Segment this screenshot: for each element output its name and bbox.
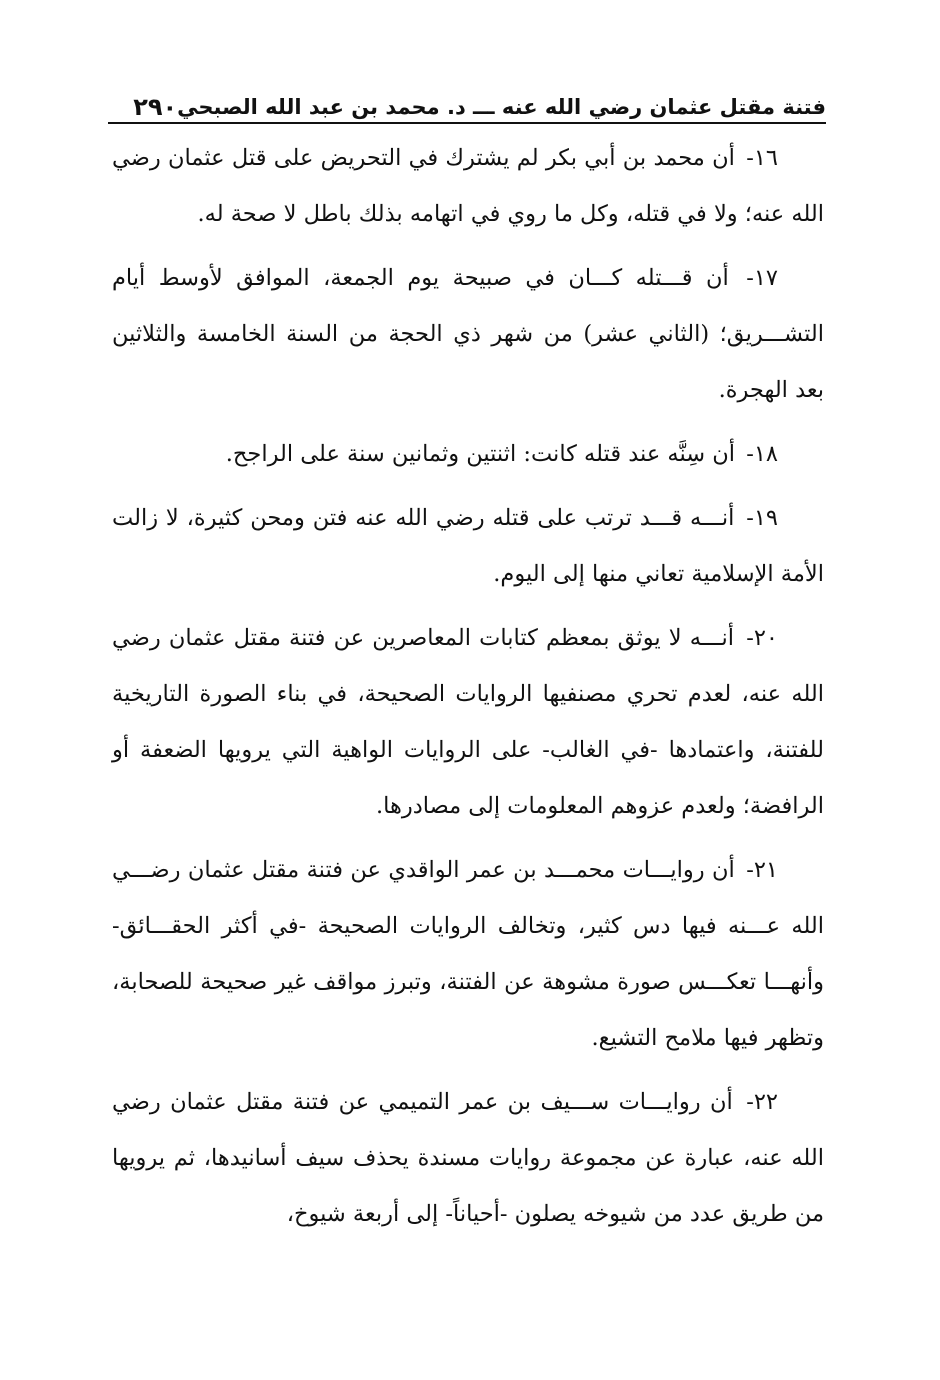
item-number: ٢٠- (746, 625, 778, 651)
item-text: أنـــه لا يوثق بمعظم كتابات المعاصرين عن فتنة مقتل عثمان رضي الله عنه، لعدم تحري مصنفيها الروايات الصحيحة، في بناء الصورة التاريخية للفتنة، واعتمادها -في الغالب- على الروايات الواهية التي يرويها الضعفة أو الرافضة؛ ولعدم عزوهم المعلومات إلى مصادرها. (112, 625, 824, 819)
list-item-20 (112, 610, 824, 834)
item-number: ١٧- (746, 265, 778, 291)
list-item-19 (112, 490, 824, 602)
list-item-18 (112, 426, 824, 482)
page-body (112, 130, 824, 1250)
item-text: أن روايـــات محمـــد بن عمر الواقدي عن فتنة مقتل عثمان رضـــي الله عـــنه فيها دس كثير، وتخالف الروايات الصحيحة -في أكثر الحقـــائق- وأنهـــا تعكـــس صورة مشوهة عن الفتنة، وتبرز مواقف غير صحيحة للصحابة، وتظهر فيها ملامح التشيع. (112, 857, 825, 1051)
list-item-16 (112, 130, 824, 242)
item-number: ١٩- (746, 505, 778, 531)
item-number: ٢٢- (746, 1089, 778, 1115)
item-text: أنـــه قـــد ترتب على قتله رضي الله عنه فتن ومحن كثيرة، لا زالت الأمة الإسلامية تعاني منها إلى اليوم. (112, 505, 824, 587)
list-item-22 (112, 1074, 824, 1242)
page-number: ٢٩٠ (133, 93, 178, 121)
item-number: ٢١- (746, 857, 779, 883)
list-item-21 (112, 842, 824, 1066)
item-text: أن روايـــات ســـيف بن عمر التميمي عن فتنة مقتل عثمان رضي الله عنه، عبارة عن مجموعة روايات مسندة يحذف سيف أسانيدها، ثم يرويها من طريق عدد من شيوخه يصلون -أحياناً- إلى أربعة شيوخ، (112, 1089, 824, 1227)
item-number: ١٨- (746, 441, 778, 467)
item-number: ١٦- (746, 145, 778, 171)
running-header-title: فتنة مقتل عثمان رضي الله عنه ـــ د. محمد بن عبد الله الصبحي (177, 95, 826, 119)
item-text: أن محمد بن أبي بكر لم يشترك في التحريض على قتل عثمان رضي الله عنه؛ ولا في قتله، وكل ما روي في اتهامه بذلك باطل لا صحة له. (112, 145, 824, 227)
list-item-17 (112, 250, 824, 418)
running-header (108, 86, 826, 122)
header-divider (108, 122, 826, 124)
item-text: أن قـــتله كـــان في صبيحة يوم الجمعة، الموافق لأوسط أيام التشـــريق؛ (الثاني عشر) من شهر ذي الحجة من السنة الخامسة والثلاثين بعد الهجرة. (112, 265, 824, 403)
item-text: أن سِنَّه عند قتله كانت: اثنتين وثمانين سنة على الراجح. (225, 441, 736, 467)
